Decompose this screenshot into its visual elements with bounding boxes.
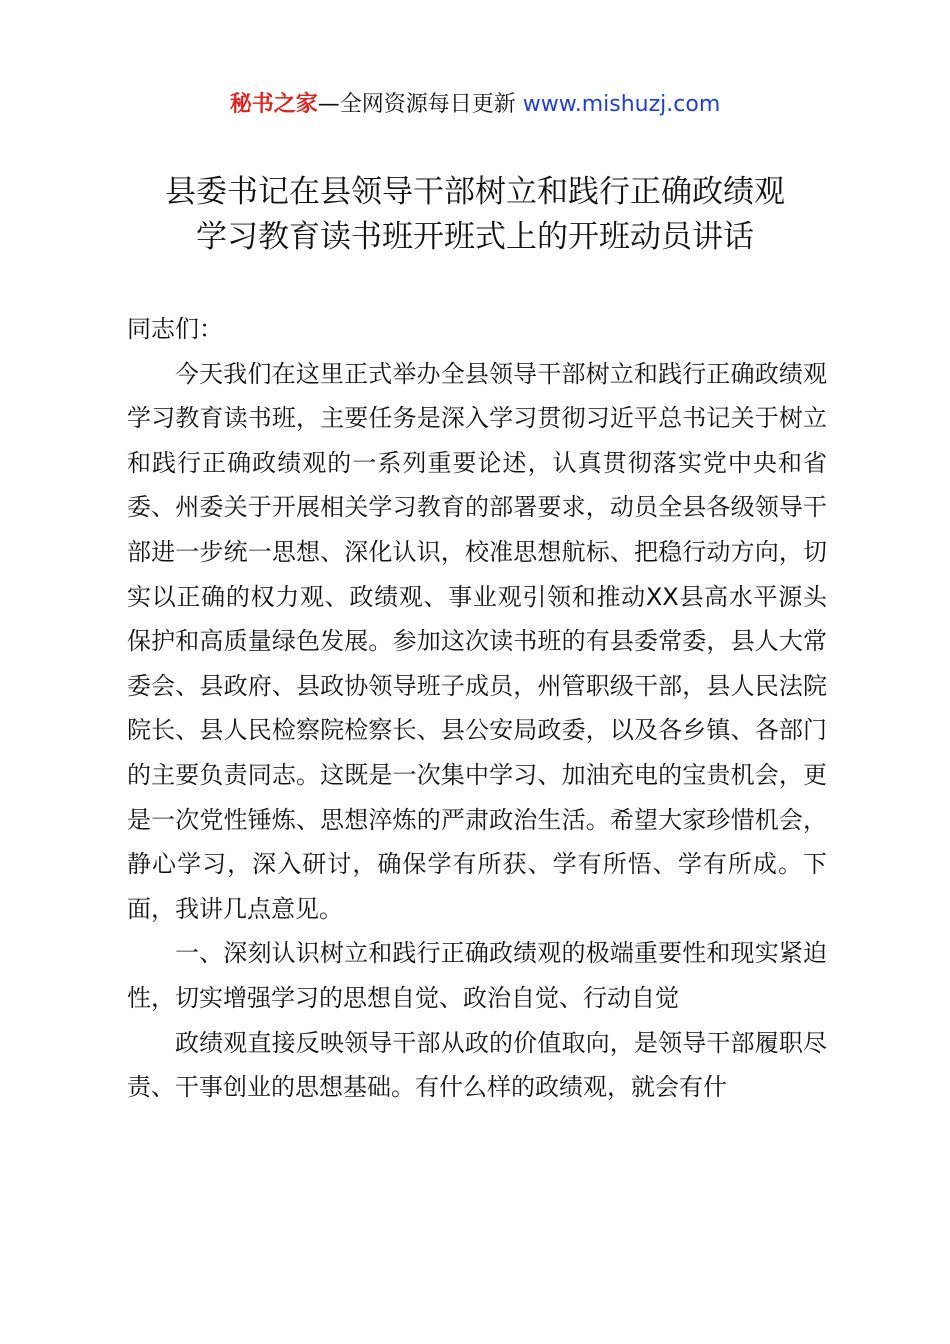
body-paragraph: 今天我们在这里正式举办全县领导干部树立和践行正确政绩观学习教育读书班，主要任务是深入学习贯彻习近平总书记关于树立和践行正确政绩观的一系列重要论述，认真贯彻落实党中央和省委、州委关于开展相关学习教育的部署要求，动员全县各级领导干部进一步统一思想、深化认识，校准思想航标、把稳行动方向，切实以正确的权力观、政绩观、事业观引领和推动XX县高水平源头保护和高质量绿色发展。参加这次读书班的有县委常委，县人大常委会、县政府、县政协领导班子成员，州管职级干部，县人民法院院长、县人民检察院检察长、县公安局政委，以及各乡镇、各部门的主要负责同志。这既是一次集中学习、加油充电的宝贵机会，更是一次党性锤炼、思想淬炼的严肃政治生活。希望大家珍惜机会，静心学习，深入研讨，确保学有所获、学有所悟、学有所成。下面，我讲几点意见。	[127, 359, 827, 923]
document-title-line-1: 县委书记在县领导干部树立和践行正确政绩观	[165, 174, 785, 210]
site-slogan: —全网资源每日更新	[317, 92, 523, 117]
document-title-line-2: 学习教育读书班开班式上的开班动员讲话	[196, 219, 754, 255]
site-brand: 秘书之家	[229, 92, 318, 117]
document-title	[0, 170, 950, 260]
document-body	[127, 307, 827, 1110]
site-url-link[interactable]: www.mishuzj.com	[522, 92, 721, 117]
section-heading: 一、深刻认识树立和践行正确政绩观的极端重要性和现实紧迫性，切实增强学习的思想自觉、政治自觉、行动自觉	[127, 939, 827, 1012]
body-paragraph: 政绩观直接反映领导干部从政的价值取向，是领导干部履职尽责、干事创业的思想基础。有什么样的政绩观，就会有什	[127, 1028, 827, 1102]
greeting: 同志们：	[127, 315, 223, 343]
site-header	[0, 90, 950, 120]
